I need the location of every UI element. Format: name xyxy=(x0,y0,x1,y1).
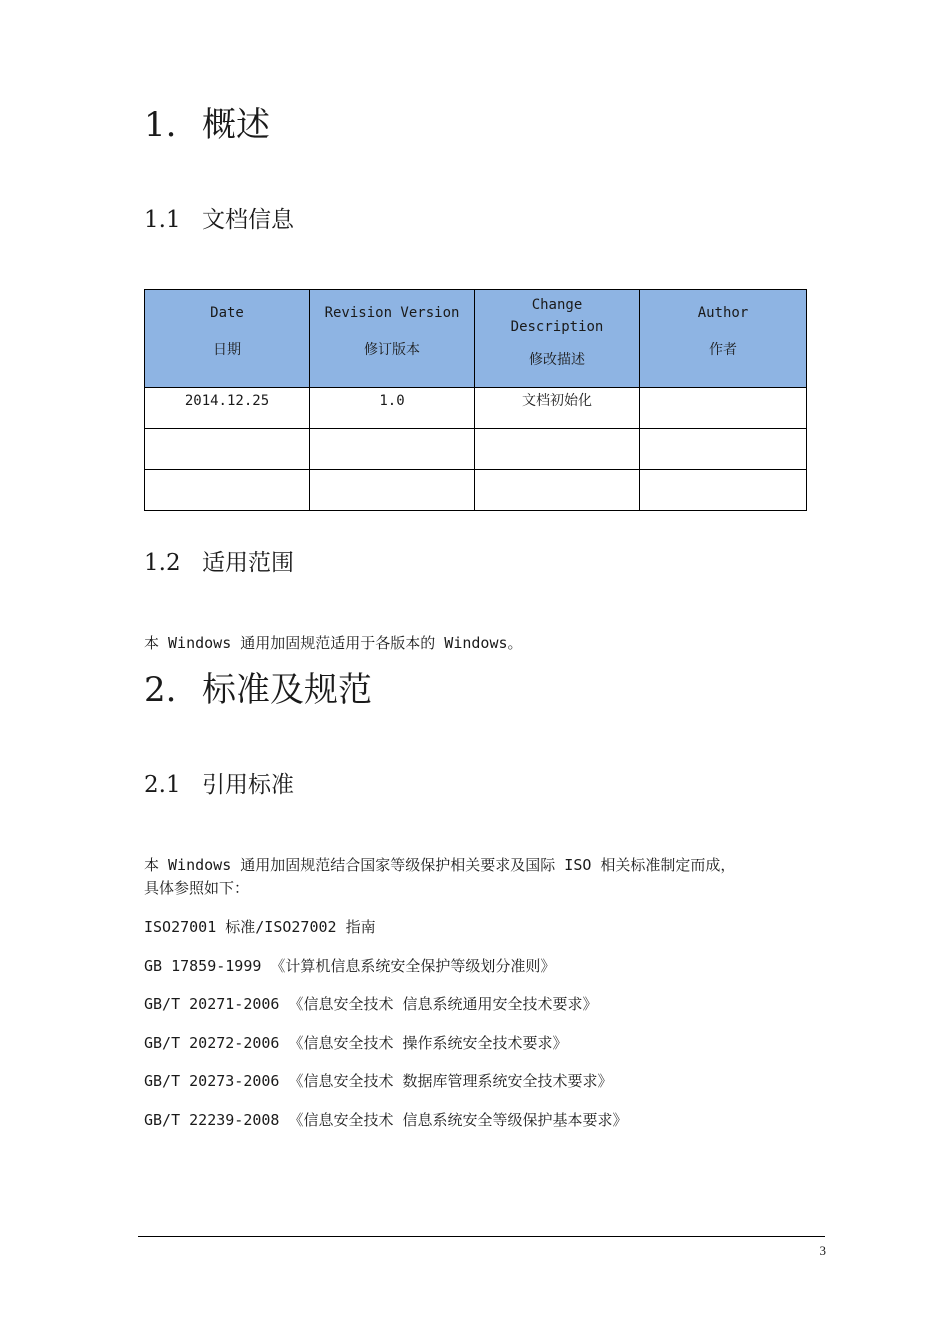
section-2-title: 标准及规范 xyxy=(202,670,372,710)
table-cell: 2014.12.25 xyxy=(145,388,310,429)
subsection-1-1-heading xyxy=(144,205,294,235)
table-cell xyxy=(145,470,310,511)
standard-item: ISO27001 标准/ISO27002 指南 xyxy=(144,918,376,936)
table-cell xyxy=(640,429,807,470)
table-cell xyxy=(640,470,807,511)
table-cell: 1.0 xyxy=(310,388,475,429)
section-1-title: 概述 xyxy=(202,105,270,145)
table-cell xyxy=(145,429,310,470)
header-change-description: Change Description 修改描述 xyxy=(475,290,640,388)
standard-item: GB/T 22239-2008 《信息安全技术 信息系统安全等级保护基本要求》 xyxy=(144,1111,628,1129)
header-author: Author 作者 xyxy=(640,290,807,388)
document-info-table xyxy=(144,289,807,511)
section-1-heading xyxy=(144,105,270,145)
table-cell: 文档初始化 xyxy=(475,388,640,429)
section-1-number: 1. xyxy=(144,105,177,145)
footer-rule xyxy=(138,1236,825,1237)
standard-item: GB/T 20271-2006 《信息安全技术 信息系统通用安全技术要求》 xyxy=(144,995,598,1013)
table-cell xyxy=(640,388,807,429)
table-cell xyxy=(475,470,640,511)
subsection-2-1-number: 2.1 xyxy=(144,772,181,798)
standard-item: GB/T 20272-2006 《信息安全技术 操作系统安全技术要求》 xyxy=(144,1034,568,1052)
table-row xyxy=(145,470,807,511)
table-cell xyxy=(310,470,475,511)
header-date: Date 日期 xyxy=(145,290,310,388)
subsection-2-1-title: 引用标准 xyxy=(202,772,294,798)
header-revision-version: Revision Version 修订版本 xyxy=(310,290,475,388)
section-2-heading xyxy=(144,670,372,710)
standard-item: GB/T 20273-2006 《信息安全技术 数据库管理系统安全技术要求》 xyxy=(144,1072,613,1090)
table-row xyxy=(145,388,807,429)
page-number: 3 xyxy=(819,1243,826,1258)
subsection-1-2-heading xyxy=(144,548,294,578)
table-cell xyxy=(475,429,640,470)
scope-paragraph: 本 Windows 通用加固规范适用于各版本的 Windows。 xyxy=(144,634,523,652)
subsection-1-1-number: 1.1 xyxy=(144,207,181,233)
standard-item: GB 17859-1999 《计算机信息系统安全保护等级划分准则》 xyxy=(144,957,556,975)
subsection-1-2-title: 适用范围 xyxy=(202,550,294,576)
standards-intro-line-2: 具体参照如下： xyxy=(144,879,250,897)
subsection-1-1-title: 文档信息 xyxy=(202,207,294,233)
subsection-1-2-number: 1.2 xyxy=(144,550,181,576)
subsection-2-1-heading xyxy=(144,770,294,800)
table-row xyxy=(145,429,807,470)
section-2-number: 2. xyxy=(144,670,177,710)
table-header-row xyxy=(145,290,807,388)
table-cell xyxy=(310,429,475,470)
standards-intro-line-1: 本 Windows 通用加固规范结合国家等级保护相关要求及国际 ISO 相关标准制定而成， xyxy=(144,856,736,874)
